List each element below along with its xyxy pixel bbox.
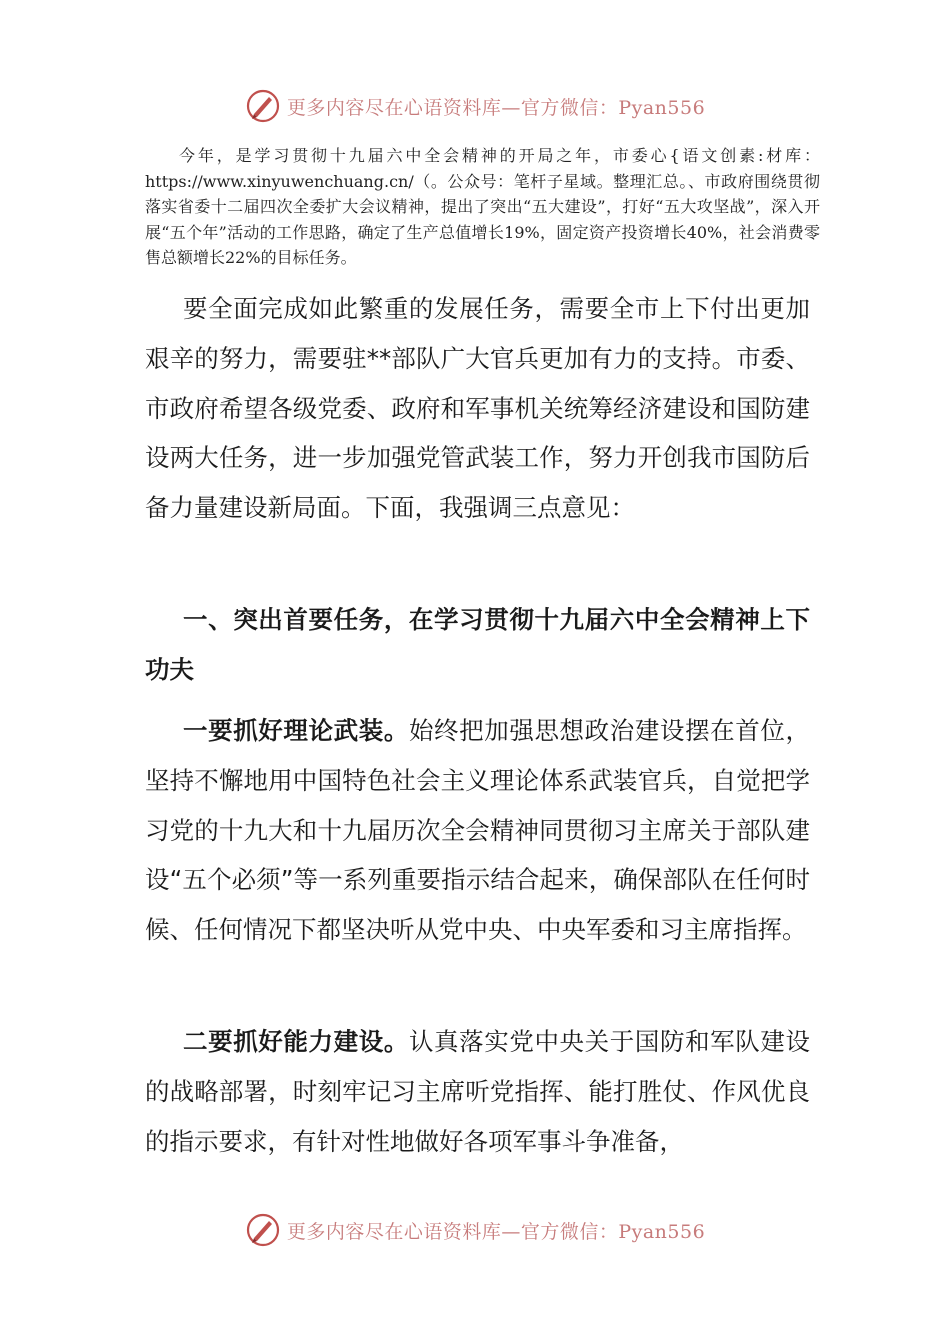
point-2: [145, 1017, 810, 1166]
pen-logo-icon: [245, 88, 281, 124]
paragraph-1: 要全面完成如此繁重的发展任务，需要全市上下付出更加艰辛的努力，需要驻**部队广大官兵更加有力的支持。市委、市政府希望各级党委、政府和军事机关统筹经济建设和国防建设两大任务，进一步加强党管武装工作，努力开创我市国防后备力量建设新局面。下面，我强调三点意见：: [145, 294, 810, 523]
banner-text: 更多内容尽在心语资料库—官方微信：Pyan556: [286, 96, 706, 119]
header-banner: [0, 86, 950, 126]
footer-banner: [0, 1210, 950, 1250]
banner-text: 更多内容尽在心语资料库—官方微信：Pyan556: [286, 1220, 706, 1243]
point-1-lead: 一要抓好理论武装。: [183, 716, 409, 745]
section-heading-1: 一、突出首要任务，在学习贯彻十九届六中全会精神上下功夫: [145, 605, 810, 684]
point-1-text: 始终把加强思想政治建设摆在首位，坚持不懈地用中国特色社会主义理论体系武装官兵，自觉把学习党的十九大和十九届历次全会精神同贯彻习主席关于部队建设“五个必须”等一系列重要指示结合起来，确保部队在任何时候、任何情况下都坚决听从党中央、中央军委和习主席指挥。: [145, 716, 810, 945]
intro-paragraph: 今年，是学习贯彻十九届六中全会精神的开局之年，市委心{语文创素:材库：https://www.xinyuwenchuang.cn/（。公众号：笔杆子星域。整理汇总。、市政府围绕贯彻落实省委十二届四次全委扩大会议精神，提出了突出“五大建设”，打好“五大攻坚战”，深入开展“五个年”活动的工作思路，确定了生产总值增长19%，固定资产投资增长40%，社会消费零售总额增长22%的目标任务。: [145, 146, 820, 267]
point-2-lead: 二要抓好能力建设。: [183, 1027, 409, 1056]
point-1: [145, 706, 810, 955]
pen-logo-icon: [245, 1212, 281, 1248]
point-2-text: 认真落实党中央关于国防和军队建设的战略部署，时刻牢记习主席听党指挥、能打胜仗、作风优良的指示要求，有针对性地做好各项军事斗争准备，: [145, 1027, 810, 1156]
